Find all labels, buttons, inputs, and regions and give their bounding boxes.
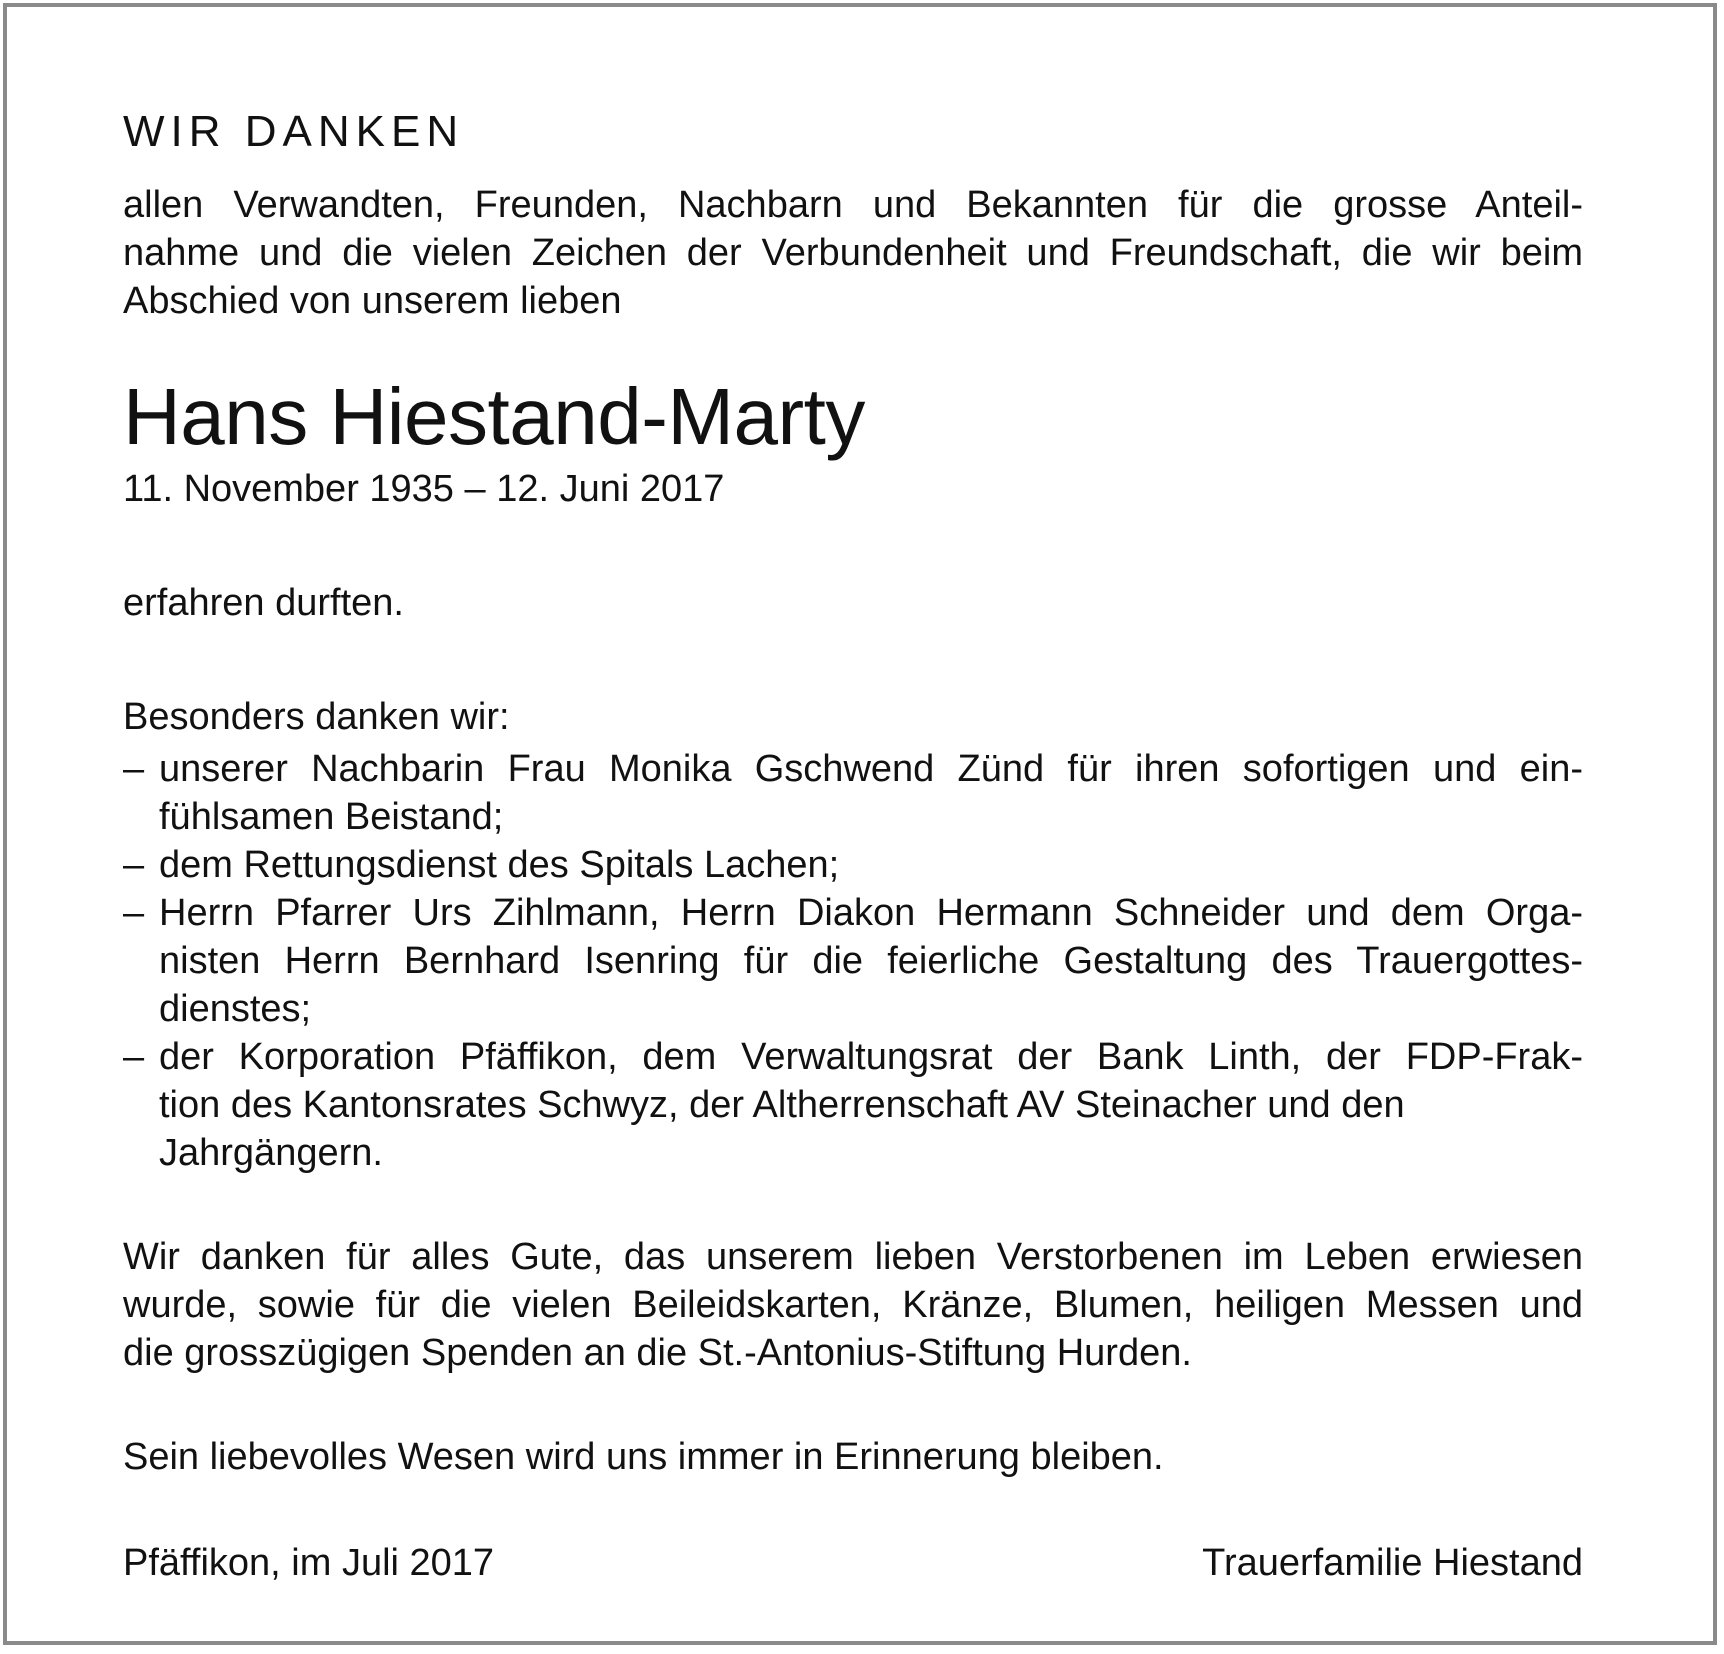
list-item	[123, 1033, 1583, 1177]
special-thanks-heading: Besonders danken wir:	[123, 696, 510, 738]
intro-line: allen Verwandten, Freunden, Nachbarn und Bekannten für die grosse Anteil-	[123, 184, 1583, 226]
list-dash: –	[123, 1036, 145, 1078]
notice-content	[123, 103, 1583, 1587]
deceased-name: Hans Hiestand-Marty	[123, 372, 865, 461]
thanks-list	[123, 745, 1583, 1177]
list-item	[123, 745, 1583, 841]
closing-line: die grosszügigen Spenden an die St.-Antonius-Stiftung Hurden.	[123, 1332, 1192, 1374]
list-dash: –	[123, 844, 145, 886]
list-line: Herrn Pfarrer Urs Zihlmann, Herrn Diakon Hermann Schneider und dem Orga-	[159, 892, 1583, 934]
intro-line: nahme und die vielen Zeichen der Verbundenheit und Freundschaft, die wir beim	[123, 232, 1583, 274]
closing-line: wurde, sowie für die vielen Beileidskarten, Kränze, Blumen, heiligen Messen und	[123, 1284, 1583, 1326]
list-line: nisten Herrn Bernhard Isenring für die feierliche Gestaltung des Trauergottes-	[159, 940, 1583, 982]
life-dates: 11. November 1935 – 12. Juni 2017	[123, 468, 725, 510]
list-line: dienstes;	[159, 988, 312, 1030]
list-line: fühlsamen Beistand;	[159, 796, 504, 838]
closing-line: Wir danken für alles Gute, das unserem lieben Verstorbenen im Leben erwiesen	[123, 1236, 1583, 1278]
closing-paragraph	[123, 1233, 1583, 1377]
list-dash: –	[123, 748, 145, 790]
notice-footer	[123, 1539, 1583, 1587]
place-date: Pfäffikon, im Juli 2017	[123, 1542, 495, 1584]
notice-frame	[3, 3, 1717, 1645]
list-line: tion des Kantonsrates Schwyz, der Altherrenschaft AV Steinacher und den	[159, 1084, 1405, 1126]
list-item	[123, 841, 1583, 889]
signature: Trauerfamilie Hiestand	[1202, 1542, 1583, 1584]
list-dash: –	[123, 892, 145, 934]
after-name-text: erfahren durften.	[123, 582, 404, 624]
list-line: der Korporation Pfäffikon, dem Verwaltungsrat der Bank Linth, der FDP-Frak-	[159, 1036, 1583, 1078]
list-line: dem Rettungsdienst des Spitals Lachen;	[159, 844, 840, 886]
closing-sentence: Sein liebevolles Wesen wird uns immer in Erinnerung bleiben.	[123, 1436, 1164, 1478]
list-item	[123, 889, 1583, 1033]
intro-line: Abschied von unserem lieben	[123, 280, 622, 322]
list-line: unserer Nachbarin Frau Monika Gschwend Zünd für ihren sofortigen und ein-	[159, 748, 1583, 790]
intro-paragraph	[123, 181, 1583, 325]
list-line: Jahrgängern.	[159, 1132, 383, 1174]
notice-heading: WIR DANKEN	[123, 107, 465, 156]
